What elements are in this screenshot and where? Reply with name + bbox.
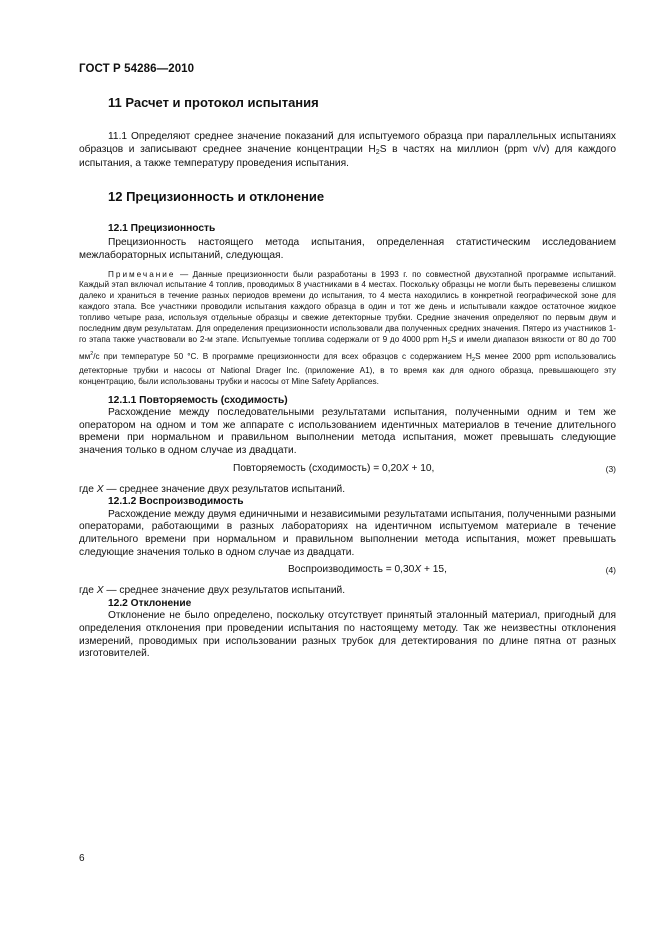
note-label: Примечание bbox=[108, 269, 176, 279]
page-number: 6 bbox=[79, 853, 85, 864]
page-content bbox=[79, 90, 616, 661]
section-12-1-2-paragraph: Расхождение между двумя единичными и независимыми результатами испытания, полученными разными операторами, работающими в разных лабораториях на идентичном испытуемом материале в течение длительного времени при нормальном и правильном выполнении метода испытания, может превышать следующие значения только в одном случае из двадцати. bbox=[79, 508, 616, 558]
formula-4 bbox=[79, 564, 616, 577]
section-12-1-1-heading: 12.1.1 Повторяемость (сходимость) bbox=[108, 394, 288, 406]
formula-4-expression: Воспроизводимость = 0,30X + 15, bbox=[288, 564, 447, 576]
section-11-heading: 11 Расчет и протокол испытания bbox=[108, 95, 319, 110]
section-12-1-heading: 12.1 Прецизионность bbox=[108, 222, 216, 234]
standard-id-header: ГОСТ Р 54286—2010 bbox=[79, 63, 195, 75]
section-12-2-paragraph: Отклонение не было определено, поскольку отсутствует принятый эталонный материал, пригодный для определения отклонения при проведении испытания по настоящему методу. Так же неизвестны отклонения измерений, проводимых при использовании разных трубок для детектирования по длине пятна от разных изготовителей. bbox=[79, 610, 616, 660]
section-12-1-2-heading: 12.1.2 Воспроизводимость bbox=[108, 496, 244, 508]
formula-3 bbox=[79, 463, 616, 476]
formula-3-number: (3) bbox=[605, 463, 616, 474]
formula-4-number: (4) bbox=[605, 565, 616, 576]
formula-4-where: где X — среднее значение двух результатов испытаний. bbox=[79, 585, 346, 597]
section-12-1-paragraph: Прецизионность настоящего метода испытания, определенная статистическим исследованием межлабораторных испытаний, следующая. bbox=[79, 237, 616, 261]
section-11-1-paragraph: 11.1 Определяют среднее значение показаний для испытуемого образца при параллельных испытаниях образцов и записывают среднее значение концентрации $H_2S$ в частях на миллион (ppm v/v) для каждого испытания, а также температуру проведения испытания. bbox=[79, 131, 616, 170]
precision-note: Примечание — Данные прецизионности были разработаны в 1993 г. по совместной двухэтапной программе испытаний. Каждый этап включал испытание 4 топлив, проводимых 8 участниками в 4 местах. Поскольку образцы не могли быть перевезены слишком далеко и храниться в течение разных периодов времени до испытания, то 4 места находились в конкретной географической зоне для каждого этапа. Все участники проводили испытания каждого образца в один и тот же день и испытывали каждое остаточное жидкое топливо четыре раза, используя отдельные образцы и свежие детекторные трубки. Средние значения определяют по первым двум и последним двум результатам. Для определения прецизионности использовали два полученных средних значения. Пятеро из участников 1-го этапа также участвовали во 2-м этапе. Испытуемые топлива содержали от 9 до 4000 ppm $H_2S$ и имели диапазон вязкости от 80 до 700 $мм^2/с$ при температуре 50 °C. В программе прецизионности для всех образцов с содержанием $H_2S$ менее 2000 ppm использовались детекторные трубки и насосы от National Drager Inc. (приложение А1), в то время как для одного образца, превышающего эту концентрацию, были использованы трубки и насосы от Mine Safety Appliances. bbox=[79, 269, 616, 386]
section-12-heading: 12 Прецизионность и отклонение bbox=[108, 188, 325, 204]
section-12-1-1-paragraph: Расхождение между последовательными результатами испытания, полученными одним и тем же оператором на одном и том же аппарате с использованием идентичных материалов в течение длительного времени при нормальном и правильном выполнении метода испытания, может превышать следующие значения только в одном случае из двадцати. bbox=[79, 407, 616, 456]
formula-3-where: где X — среднее значение двух результатов испытаний. bbox=[79, 483, 346, 495]
section-12-2-heading: 12.2 Отклонение bbox=[108, 597, 192, 609]
formula-3-expression: Повторяемость (сходимость) = 0,20X + 10, bbox=[233, 462, 435, 474]
